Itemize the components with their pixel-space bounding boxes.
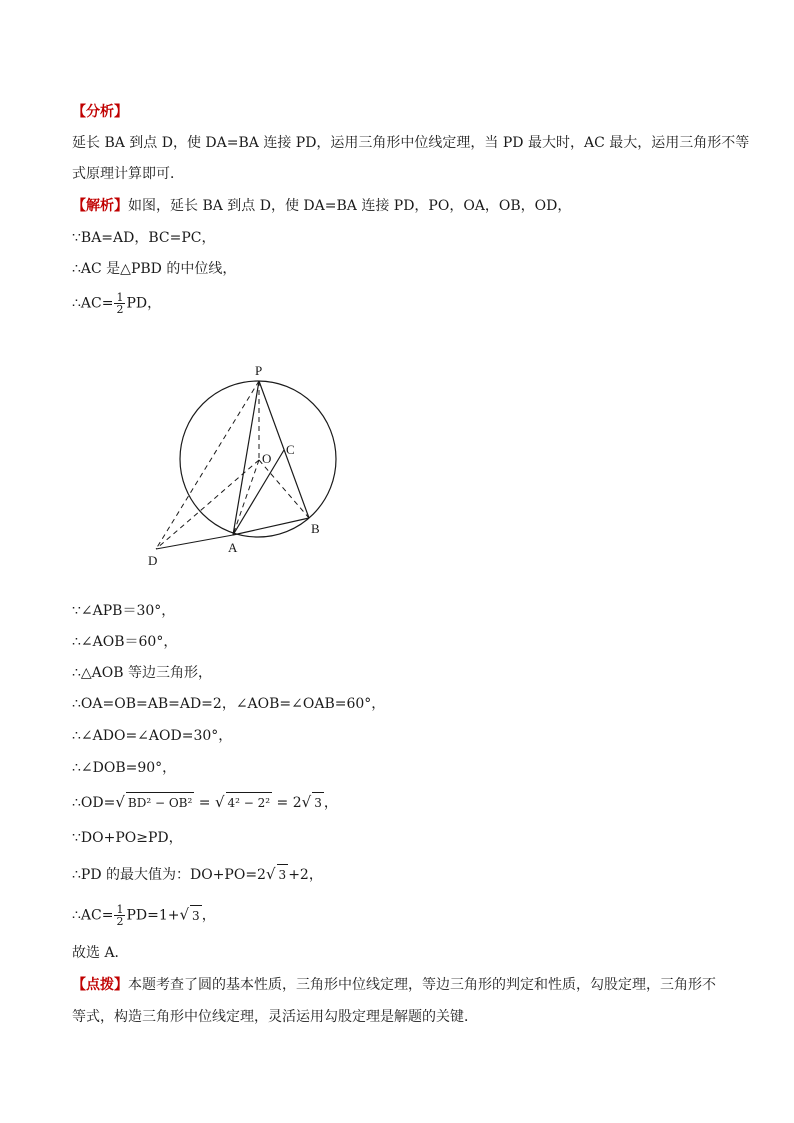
segment-PA (233, 381, 259, 535)
comment-line-2: 等式，构造三角形中位线定理，灵活运用勾股定理是解题的关键． (72, 1009, 478, 1025)
segment-PD (156, 381, 259, 549)
solution-line-14: ∴AC= $\frac{1}{2}$ PD=1+√ 3 ， (72, 903, 216, 928)
solution-line-13: ∴PD 的最大值为：DO+PO=2√ 3 +2， (72, 865, 323, 883)
half-fraction: $\frac{1}{2}$ (116, 291, 124, 316)
solution-line-15: 故选 A． (72, 945, 129, 961)
comment-heading: 【点拨】 (72, 977, 128, 993)
solution-line-1-row (72, 196, 571, 216)
comment-line-1-row (72, 975, 716, 995)
solution-line-7: ∴△AOB 等边三角形， (72, 665, 212, 681)
solution-line-9: ∴∠ADO=∠AOD=30°， (72, 728, 233, 744)
solution-line-8: ∴OA=OB=AB=AD=2，∠AOB=∠OAB=60°， (72, 696, 386, 712)
analysis-line-1: 延长 BA 到点 D，使 DA=BA 连接 PD，运用三角形中位线定理，当 PD 最大时，AC 最大，运用三角形不等 (72, 135, 750, 151)
solution-line-5: ∵∠APB＝30°， (72, 603, 176, 619)
circumcircle (180, 381, 336, 537)
label-P: P (255, 363, 263, 378)
solution-heading: 【解析】 (72, 198, 128, 214)
solution-line-4 (72, 292, 161, 315)
label-A: A (228, 540, 238, 555)
half-fraction-2: $\frac{1}{2}$ (116, 903, 124, 928)
radical-3-b: 3 (277, 864, 289, 885)
segment-PB (259, 381, 309, 518)
radical-3-c: 3 (190, 905, 202, 926)
radical-3-a: 3 (312, 792, 324, 813)
label-C: C (286, 442, 295, 457)
radical-bd-ob: BD² − OB² (126, 792, 194, 813)
label-D: D (148, 553, 158, 568)
geometry-figure (140, 355, 360, 570)
comment-line-1: 本题考查了圆的基本性质，三角形中位线定理，等边三角形的判定和性质，勾股定理，三角形不 (128, 977, 716, 993)
analysis-line-2: 式原理计算即可． (72, 166, 184, 182)
solution-line-6: ∴∠AOB＝60°， (72, 634, 178, 650)
analysis-heading: 【分析】 (72, 104, 128, 120)
solution-line-1: 如图，延长 BA 到点 D，使 DA=BA 连接 PD，PO，OA，OB，OD， (128, 198, 572, 214)
solution-line-12: ∵DO+PO≥PD， (72, 830, 183, 846)
radical-4-2: 4² − 2² (226, 792, 273, 813)
segment-OB (259, 460, 309, 518)
segment-DA (156, 535, 233, 549)
label-B: B (311, 521, 320, 536)
pd-suffix: PD， (126, 295, 162, 312)
solution-line-11: ∴OD=√ BD² − OB² = √ 4² − 2² = 2√ 3 ， (72, 793, 338, 811)
label-O: O (262, 451, 272, 466)
solution-line-10: ∴∠DOB=90°， (72, 760, 177, 776)
solution-line-2: ∵BA=AD，BC=PC， (72, 230, 216, 246)
ac-prefix: ∴AC= (72, 295, 114, 312)
solution-line-3: ∴AC 是△PBD 的中位线， (72, 261, 237, 277)
